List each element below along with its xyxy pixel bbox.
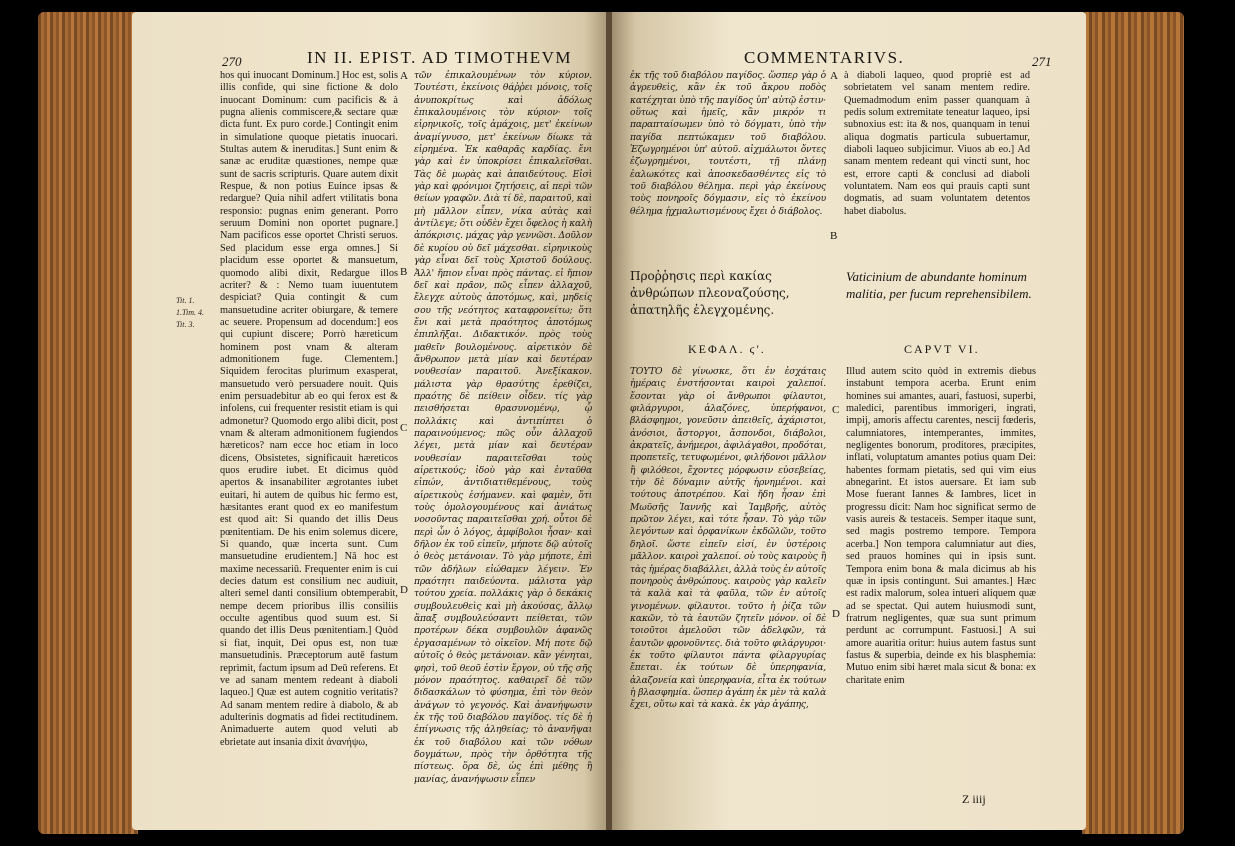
margin-note-3: Tit. 3. [176,320,195,329]
greek-top-right: ἐκ τῆς τοῦ διαβόλου παγίδος. ὥσπερ γὰρ ὁ ἀγρευθεὶς, κἂν ἐκ τοῦ ἄκρου ποδὸς κατέχηται ὑπὸ τῆς παγίδος ὑπ' αὐτῷ ἐστιν· οὕτως καὶ ἡμεῖς, κἂν μικρόν τι παραπταίσωμεν ὑπὸ τὸ δόγματι, ὑπὸ τὴν παγίδα πεπτώκαμεν τοῦ διαβόλου. Ἐζωγρημένοι ὑπ' αὐτοῦ. αἰχμάλωτοι ὄντες ἐζωγρημένοι, τουτέστι, τῇ πλάνῃ ἐαλωκότες καὶ ἀποσκεδασθέντες εἰς τὸ τοῦ διαβόλου θέλημα. περὶ γὰρ ἐκείνους τοὺς πονηροῖς δόγμασιν, εἰς τὸ ἐκείνου θέλημα ᾐχμαλωτισμένους ἔχει ὁ διάβολος. [630,70,826,217]
right-page [612,12,1086,830]
page-number-left: 270 [222,54,242,69]
section-letter-c: C [400,422,408,434]
section-letter-d-right: D [832,608,840,620]
section-letter-a-right: A [830,70,838,82]
running-head-right: COMMENTARIVS. [744,48,905,67]
left-page-edges [38,12,138,834]
latin-heading: Vaticinium de abundante hominum malitia, per fucum reprehensibilem. [846,269,1032,301]
right-page-edges [1082,12,1184,834]
section-letter-b-right: B [830,230,838,242]
greek-body: ΤΟΥΤΟ δὲ γίνωσκε, ὅτι ἐν ἐσχάταις ἡμέραις ἐνστήσονται καιροὶ χαλεποί. ἔσονται γὰρ οἱ ἄνθρωποι φίλαυτοι, φιλάργυροι, ἀλαζόνες, ὑπερήφανοι, βλάσφημοι, γονεῦσιν ἀπειθεῖς, ἀχάριστοι, ἀνόσιοι, ἄστοργοι, ἄσπονδοι, διάβολοι, ἀκρατεῖς, ἀνήμεροι, ἀφιλάγαθοι, προδόται, προπετεῖς, τετυφωμένοι, φιλήδονοι μᾶλλον ἢ φιλόθεοι, ἔχοντες μόρφωσιν εὐσεβείας, τὴν δὲ δύναμιν αὐτῆς ἠρνημένοι. καὶ τούτους ἀποτρέπου. Καὶ ἤδη ἦσαν ἐπὶ Μωϋσῆς Ἰαννῆς καὶ Ἰαμβρῆς, αὐτὸς πρῶτον λέγει, καὶ τότε ἦσαν. Τὸ γὰρ τῶν λεγόντων καὶ ὀρφανίκων ἐκδῶλῶν, τοῦτο δηλοῖ. ὥστε εἰπεῖν εἰσί, ἐν ὑστέροις μᾶλλον. καιροὶ χαλεποί. οὐ τοὺς καιροὺς ἢ τὰς ἡμέρας διαβάλλει, ἀλλὰ τοὺς ἐν αὐτοῖς πονηροὺς ἀνθρώπους. καιροὺς γὰρ καλεῖν τὰ καλὰ καὶ τὰ φαῦλα, τῶν ἐν αὐτοῖς γινομένων. φίλαυτοι. τοῦτο ἡ ῥίζα τῶν κακῶν, τὸ τὰ ἑαυτῶν ζητεῖν μόνον. οἱ δὲ τοιοῦτοι ἀμελοῦσι τῶν ἀδελφῶν, τὰ ἑαυτῶν φρονοῦντες. διὰ τοῦτο φιλάργυροι· ἐκ τοῦτο φίλαυτοι πάντα φίλαργυρίας ἔπεται. ἐκ τούτων δὲ ὑπερηφανία, ἀλαζονεία καὶ ὑπερηφανία, εἶτα ἐκ τούτων ἡ βλασφημία. ὥσπερ ἀγάπη ἐκ μὲν τὰ καλὰ ἔχει, οὕτω καὶ τὰ κακὰ. ἐκ γὰρ ἀγάπης, [630,366,826,711]
page-number-right: 271 [1032,54,1052,69]
section-letter-c-right: C [832,404,840,416]
latin-body: Illud autem scito quòd in extremis diebus instabunt tempora acerba. Erunt enim homines sui amantes, auari, fastuosi, superbi, maledici, parentibus immorigeri, ingrati, impij, amoris affectu carentes, nescij fœderis, calumniatores, intemperantes, immites, negligentes bonorum, proditores, præcipites, inflati, voluptatum amantes potius quam Dei: habentes formam pietatis, sed qui vim eius abnegarint. Et istos auersare. Et iam sub Mose fuerant Iannes & Iambres, licet in progressu dicit: Nam hoc significat sermo de vasis aureis & testaceis. Semper itaque sunt, sed magis postremo tempore. Tempora acerba.] Non tempora calumniatur aut dies, sed prauos homines qui in ipsis sunt. Tempora enim bona & mala dicimus ab his quæ in ipsis contingunt. Sui amantes.] Hæc est radix malorum, solea intueri aliquem quæ ad se spectat. Qui autem huiusmodi sunt, fratrum negligentes, quæ sua sunt primum perdunt ac corrumpunt. Fastuosi.] A sui amore auaritia oritur: huius autem fastus sunt fastus & superbia, deinde ex his blasphemia: Mutuo enim sibi hæret mala sicut & bona: ex charitate enim [846,366,1036,686]
signature-mark: Z iiij [962,792,986,806]
greek-heading: Προῤῥησις περὶ κακίας ἀνθρώπων πλεοναζούσης, ἀπατηλῆς ἐλεγχομένης. [630,269,790,317]
section-letter-d: D [400,584,408,596]
latin-chapter: CAPVT VI. [904,342,980,356]
running-head-left: IN II. EPIST. AD TIMOTHEVM [307,48,573,67]
section-letter-a: A [400,70,408,82]
greek-chapter: ΚΕΦΑΛ. ϛ'. [688,342,766,356]
left-page [132,12,608,830]
greek-column-left: τῶν ἐπικαλουμένων τὸν κύριον. Τουτέστι, ἐκείνοις θάῤῥει μόνοις, τοῖς ἀνυποκρίτως καὶ ἀδόλως ἐπικαλουμένοις τὸν κύριον· τοῖς εἰρηνικοῖς, τοῖς ἀμάχοις, μετ' ἐκείνων ἀναμίγνυσο, μετ' ἐκείνων δίωκε τὰ εἰρημένα. Ἐκ καθαρᾶς καρδίας. ἔνι γὰρ καὶ ἐν ὑποκρίσει ἐπικαλεῖσθαι. Τὰς δὲ μωρὰς καὶ ἀπαιδεύτους. Εἰσὶ γὰρ καὶ φρόνιμοι ζητήσεις, αἱ περὶ τῶν θείων γραφῶν. Διὰ τί δὲ, παραιτοῦ, καὶ μὴ μᾶλλον εἶπεν, νίκα αὐτὰς καὶ ἀντίλεγε; ὅτι οὐδὲν ἔχει ὄφελος ἡ καλὴ ἀπόκρισις. μάχας γὰρ γεννῶσι. Δοῦλον δὲ κυρίου οὐ δεῖ μάχεσθαι. εἰρηνικοὺς γὰρ εἶναι δεῖ τοὺς Χριστοῦ δούλους. Ἀλλ' ἤπιον εἶναι πρὸς πάντας. εἰ ἤπιον δεῖ καὶ πρᾶον, πῶς εἶπεν ἀλλαχοῦ, ἔλεγχε αὐτοὺς ἀποτόμως, καὶ, μηδείς σου τῆς νεότητος καταφρονείτω; ὅτι ἔνι καὶ μετὰ πραότητος ἀποτόμως ἐπιπλῆξαι. Διδακτικόν. πρὸς τοὺς μαθεῖν βουλομένους. αἱρετικὸν δὲ ἄνθρωπον μετὰ μίαν καὶ δευτέραν νουθεσίαν παραιτοῦ. Ἀνεξίκακον. μάλιστα γὰρ θρασύτης ἐρεθίζει, πραότης δὲ πείθειν οἶδεν. τίς γὰρ πεισθήσεται θρασυνομένῳ, ᾧ πολλάκις καὶ ἀντιπίπτει ὁ παραινούμενος; πῶς οὖν ἀλλαχοῦ λέγει, μετὰ μίαν καὶ δευτέραν νουθεσίαν παραιτεῖσθαι τοὺς αἱρετικούς; ἰδοὺ γὰρ καὶ ἐνταῦθα εἰπών, ἀντιδιατιθεμένους, τοὺς αἱρετικοὺς ἐσήμανεν. καὶ φαμὲν, ὅτι τοὺς ὁμολογουμένους καὶ ἀνιάτως νοσοῦντας παραιτεῖσθαι χρή. οὗτοι δὲ περὶ ὧν ὁ λόγος, ἀμφίβολοι ἦσαν· καὶ δῆλον ἐκ τοῦ εἰπεῖν, μήποτε δῷ αὐτοῖς ὁ θεὸς μετάνοιαν. Τὸ γὰρ μήποτε, ἐπὶ τῶν ἀδήλων εἰώθαμεν λέγειν. Ἐν πραότητι παιδεύοντα. μάλιστα γὰρ τούτου χρεία. πολλάκις γὰρ ὁ δεκάκις συμβουλευθεὶς καὶ μὴ ἀκούσας, ἄλλῳ ἅπαξ συμβουλεύσαντι πείθεται, τῶν προτέρων δέκα συμβουλῶν ἀφανῶς ἐργασαμένων τὸ οἰκεῖον. Μή ποτε δῷ αὐτοῖς ὁ θεὸς μετάνοιαν. κἂν γένηται, φησὶ, τοῦ θεοῦ ἐστὶν ἔργον, οὐ τῆς σῆς μόνον πραότητος. καθαιρεῖ δὲ τῶν διδασκάλων τὸ φύσημα, ἐπὶ τὸν θεὸν ἀνάγων τὸ γεγονός. Καὶ ἀνανήψωσιν ἐκ τῆς τοῦ διαβόλου παγίδος. τίς δὲ ἡ ἐπίγνωσις τῆς ἀληθείας; τὸ ἀνανῆψαι ἐκ τοῦ διαβόλου καὶ τῶν νόθων δογμάτων, πρὸς τὴν ὀρθότητα τῆς πίστεως. ὅρα δὲ, ὡς ἐπὶ μέθης ἢ μανίας, ἀνανήψωσιν εἶπεν [414,70,592,785]
margin-note-1: Tit. 1. [176,296,195,305]
latin-top-right: à diaboli laqueo, quod propriè est ad sobrietatem vel sanam mentem redire. Quemadmodum enim passer quanquam à pedis solum extremitate teneatur laqueo, ipsi subnoxius est: ita & nos, quanquam in tenui aliqua dogmatis particula subuertamur, diaboli laqueo subjicimur. Viuos ab eo.] Ad sanam mentem redeant qui vincti sunt, hoc est, errore capti & conclusi ad diaboli voluntatem. Nam eos qui prauis capti sunt dogmatis, ad suam voluntatem detentos habet diabolus. [844,70,1030,217]
margin-note-2: 1.Tim. 4. [176,308,205,317]
latin-column-left: hos qui inuocant Dominum.] Hoc est, solis illis confide, qui sine fictione & dolo inuocant Dominum: cum pacificis & à pugna alienis commiscere,& sectare quæ dicta funt. Ex puro corde.] Contingit enim in simulatione quoque pietatis inuocari. Stultas autem & ineruditas.] Sunt enim & sanæ ac eruditæ quæstiones, nempe quæ sunt de sacris scripturis. Quare autem dixit Respue, & non potius Euince ipsas & redargue? Quia nihil adfert vtilitatis bona responsio: pugnas enim generant. Porro seruum Domini non oportet pugnare.] Nam pacificos esse oportet Christi seruos. Sed placidum esse erga omnes.] Si placidum esse oportet & mansuetum, quomodo alibi dixit, Redargue illos acriter? & : Nemo tuam iuuentutem despiciat? Quia contingit & cum mansuetudine acriter obiurgare, & temere ac seuere. Propensum ad docendum:] eos qui cupiunt discere; Porrò hæreticum hominem post vnam & alteram admonitionem fuge. Clementem.] Siquidem ferocitas plurimum exasperat, mansuetudo verò persuadere nouit. Quis enim persuadebitur ab eo qui ferox est & infolens, cui frequenter resistit etiam is qui admonetur? Quomodo ergo alibi dicit, post vnam & alteram admonitionem fugiendos hæreticos? nam ecce hoc etiam in loco dicens, Obsistetes, significauit hæreticos quos erudire iubet. Et dicimus quòd apertos & insanabiliter ægrotantes iubet euitari, hi autem de quibus hic fermo est, hæsitantes erant quod ex eo manifestum est quod ait: Si quando det illis Deus pœnitentiam. De his enim solemus dicere, Si quando, quæ incerta sunt. Cum mansuetudine erudientem.] Nā hoc est maxime necessariū. Frequenter enim is cui decies datum est consilium nec audiuit, alteri semel danti consilium obtemperabit, nempe decem prioribus illis consiliis occulte agentibus quod suum est. Si quando det illis Deus pœnitentiam.] Quòd si fiat, inquit, Dei opus est, non tuæ mansuetudinis. Præceptorum autē fastum reprimit, factum ipsum ad Deū referens. Et ve ad sanam mentem redeant à diaboli laqueo.] Quæ est autem cognitio veritatis? Ad sanam mentem redire à diabolo, & ab adulterinis dogmatis ad fidei rectitudinem. Animaduerte autem quod veluti ab ebrietate aut insania dixit ἀνανήψω, [220,70,398,748]
section-letter-b: B [400,266,408,278]
